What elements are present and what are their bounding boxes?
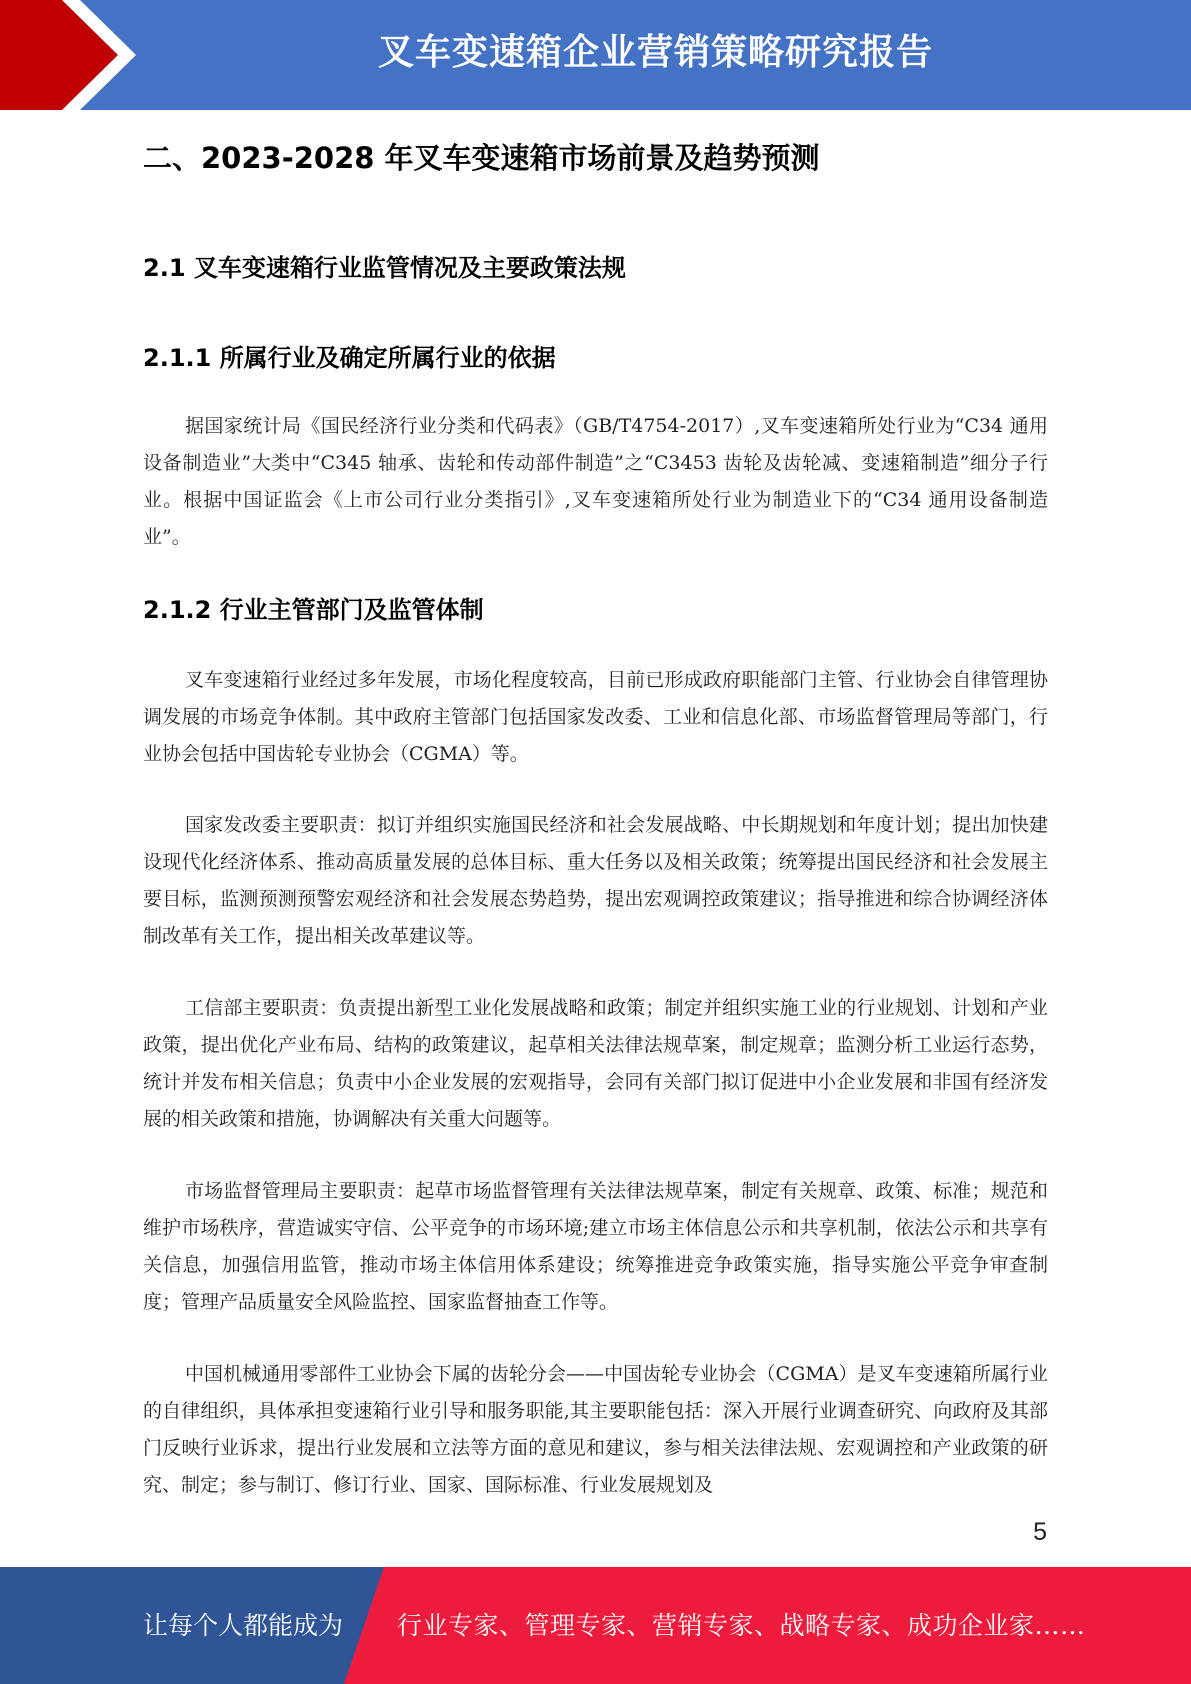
paragraph-ndrc-duties: 国家发改委主要职责：拟订并组织实施国民经济和社会发展战略、中长期规划和年度计划；提出加快建设现代化经济体系、推动高质量发展的总体目标、重大任务以及相关政策；统筹提出国民经济和社会发展主要目标，监测预测预警宏观经济和社会发展态势趋势，提出宏观调控政策建议；指导推进和综合协调经济体制改革有关工作，提出相关改革建议等。 [143, 814, 1048, 947]
paragraph-samr-duties: 市场监督管理局主要职责：起草市场监督管理有关法律法规草案，制定有关规章、政策、标准；规范和维护市场秩序，营造诚实守信、公平竞争的市场环境;建立市场主体信息公示和共享机制，依法公示和共享有关信息，加强信用监管，推动市场主体信用体系建设；统筹推进竞争政策实施，指导实施公平竞争审查制度；管理产品质量安全风险监控、国家监督抽查工作等。 [143, 1180, 1048, 1313]
page-number: 5 [1033, 1518, 1047, 1546]
header-banner [0, 0, 1191, 110]
footer-slogan-left: 让每个人都能成为 [143, 1611, 344, 1640]
paragraph-miit-duties: 工信部主要职责：负责提出新型工业化发展战略和政策；制定并组织实施工业的行业规划、计划和产业政策，提出优化产业布局、结构的政策建议，起草相关法律法规草案，制定规章；监测分析工业运行态势，统计并发布相关信息；负责中小企业发展的宏观指导，会同有关部门拟订促进中小企业发展和非国有经济发展的相关政策和措施，协调解决有关重大问题等。 [143, 997, 1048, 1130]
subsection-heading-2-1: 2.1 叉车变速箱行业监管情况及主要政策法规 [143, 254, 626, 282]
subsection-heading-2-1-2: 2.1.2 行业主管部门及监管体制 [143, 596, 484, 624]
footer-slogan-right: 行业专家、管理专家、营销专家、战略专家、成功企业家…… [397, 1611, 1086, 1640]
paragraph-regulatory-system: 叉车变速箱行业经过多年发展，市场化程度较高，目前已形成政府职能部门主管、行业协会自律管理协调发展的市场竞争体制。其中政府主管部门包括国家发改委、工业和信息化部、市场监督管理局等部门，行业协会包括中国齿轮专业协会（CGMA）等。 [143, 669, 1048, 765]
report-title: 叉车变速箱企业营销策略研究报告 [377, 32, 933, 73]
paragraph-industry-basis: 据国家统计局《国民经济行业分类和代码表》（GB/T4754-2017）,叉车变速箱所处行业为“C34 通用设备制造业”大类中“C345 轴承、齿轮和传动部件制造”之“C3453 齿轮及齿轮减、变速箱制造”细分子行业。根据中国证监会《上市公司行业分类指引》,叉车变速箱所处行业为制造业下的“C34 通用设备制造业”。 [143, 415, 1048, 548]
section-heading: 二、2023-2028 年叉车变速箱市场前景及趋势预测 [143, 141, 820, 175]
subsection-heading-2-1-1: 2.1.1 所属行业及确定所属行业的依据 [143, 344, 556, 372]
footer-banner [0, 1567, 1191, 1684]
paragraph-cgma-duties: 中国机械通用零部件工业协会下属的齿轮分会——中国齿轮专业协会（CGMA）是叉车变速箱所属行业的自律组织，具体承担变速箱行业引导和服务职能,其主要职能包括：深入开展行业调查研究、向政府及其部门反映行业诉求，提出行业发展和立法等方面的意见和建议，参与相关法律法规、宏观调控和产业政策的研究、制定；参与制订、修订行业、国家、国际标准、行业发展规划及 [143, 1363, 1048, 1496]
